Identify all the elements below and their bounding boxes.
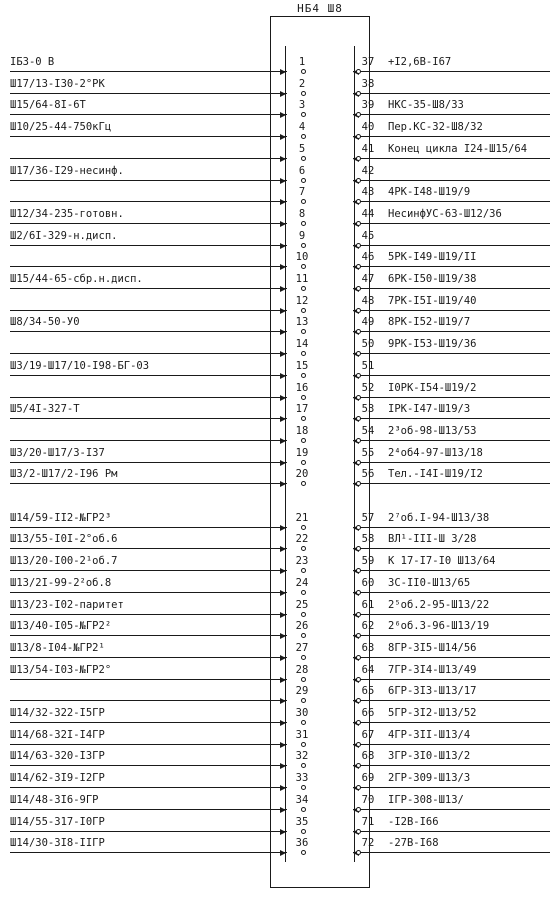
wire-line	[353, 223, 550, 224]
right-pin-row	[0, 399, 554, 419]
right-pin-row	[0, 790, 554, 810]
pin-number: 13	[295, 316, 309, 329]
pin-number: 49	[361, 316, 375, 329]
signal-label: Ш2/6I-329-н.дисп.	[10, 229, 118, 242]
signal-label: Ш3/2-Ш17/2-I96 Рм	[10, 468, 118, 481]
right-pin-row	[0, 291, 554, 311]
right-pin-row	[0, 486, 554, 506]
wire-line	[353, 679, 550, 680]
right-pin-row	[0, 833, 554, 853]
right-pin-row	[0, 725, 554, 745]
wire-line	[353, 266, 550, 267]
signal-label: Ш15/64-8I-6Т	[10, 99, 86, 112]
pin-number: 62	[361, 620, 375, 633]
right-pin-row	[0, 551, 554, 571]
pin-number: 27	[295, 641, 309, 654]
signal-label: Ш13/23-I02-паритет	[10, 598, 124, 611]
signal-label: Ш17/36-I29-несинф.	[10, 164, 124, 177]
pin-number: 33	[295, 772, 309, 785]
signal-label: Ш3/19-Ш17/10-I98-БГ-03	[10, 359, 150, 372]
signal-label: НесинфУС-63-Ш12/36	[388, 207, 502, 220]
wire-line	[353, 375, 550, 376]
signal-label: Ш14/63-320-I3ГР	[10, 750, 105, 763]
signal-label: 7РК-I5I-Ш19/40	[388, 294, 477, 307]
right-pin-row	[0, 356, 554, 376]
right-pin-row	[0, 595, 554, 615]
pin-number: 6	[298, 164, 306, 177]
wire-line	[353, 288, 550, 289]
pin-number: 55	[361, 446, 375, 459]
pin-number: 56	[361, 468, 375, 481]
right-pin-row	[0, 334, 554, 354]
pin-number: 60	[361, 576, 375, 589]
pin-number: 44	[361, 207, 375, 220]
pin-number: 25	[295, 598, 309, 611]
pin-number: 67	[361, 728, 375, 741]
pin-number: 5	[298, 142, 306, 155]
pin-number: 34	[295, 793, 309, 806]
signal-label: Ш14/32-322-I5ГР	[10, 707, 105, 719]
pin-number: 65	[361, 685, 375, 698]
pin-number: 45	[361, 229, 375, 242]
right-pin-row	[0, 421, 554, 441]
pin-number: 30	[295, 707, 309, 719]
wire-line	[353, 71, 550, 72]
signal-label: Ш15/44-65-сбр.н.дисп.	[10, 273, 143, 285]
signal-label: 8ГР-3I5-Ш14/56	[388, 641, 477, 654]
right-pin-row	[0, 182, 554, 202]
pin-number: 9	[298, 229, 306, 242]
pin-number: 37	[361, 56, 375, 68]
pin-number: 20	[295, 468, 309, 481]
pin-number: 57	[361, 511, 375, 524]
pin-number: 53	[361, 403, 375, 416]
right-pin-row	[0, 74, 554, 94]
wire-line	[353, 700, 550, 701]
right-pin-row	[0, 573, 554, 593]
wire-line	[353, 397, 550, 398]
signal-label: Ш13/54-I03-№ГР2°	[10, 663, 112, 676]
pin-number: 14	[295, 338, 309, 351]
wire-line	[353, 114, 550, 115]
pin-number: 26	[295, 620, 309, 633]
pin-number: 43	[361, 186, 375, 199]
signal-label: -27В-I68	[388, 837, 439, 850]
signal-label: +I2,6В-I67	[388, 56, 452, 68]
pin-number: 32	[295, 750, 309, 763]
pin-number: 16	[295, 381, 309, 394]
wire-line	[353, 548, 550, 549]
signal-label: Ш14/59-II2-№ГР2³	[10, 511, 112, 524]
wire-line	[353, 722, 550, 723]
pin-number: 70	[361, 793, 375, 806]
pin-number: 66	[361, 707, 375, 719]
signal-label: Ш14/62-3I9-I2ГР	[10, 772, 105, 785]
signal-label: 2⁴об4-97-Ш13/18	[388, 446, 483, 459]
wire-line	[353, 635, 550, 636]
pin-number: 50	[361, 338, 375, 351]
right-pin-row	[0, 768, 554, 788]
right-pin-row	[0, 312, 554, 332]
signal-label: 3ГР-3I0-Ш13/2	[388, 750, 471, 763]
right-pin-row	[0, 52, 554, 72]
pin-number: 39	[361, 99, 375, 112]
signal-label: Ш14/55-317-I0ГР	[10, 815, 105, 828]
wire-line	[353, 462, 550, 463]
pin-number: 35	[295, 815, 309, 828]
right-pin-row	[0, 660, 554, 680]
signal-label: 9РК-I53-Ш19/36	[388, 338, 477, 351]
pin-number: 28	[295, 663, 309, 676]
signal-label: IГР-308-Ш13/	[388, 793, 464, 806]
wire-line	[353, 353, 550, 354]
pin-number: 69	[361, 772, 375, 785]
signal-label: Ш13/20-I00-2¹об.7	[10, 555, 118, 568]
pin-number: 64	[361, 663, 375, 676]
pin-number: 24	[295, 576, 309, 589]
wire-line	[353, 657, 550, 658]
wire-line	[353, 180, 550, 181]
signal-label: НКС-35-Ш8/33	[388, 99, 464, 112]
pin-number: 11	[295, 273, 309, 285]
signal-label: 6ГР-3I3-Ш13/17	[388, 685, 477, 698]
signal-label: ВЛ¹-III-Ш 3/28	[388, 533, 477, 546]
signal-label: IБ3-0 В	[10, 56, 55, 68]
wire-line	[353, 852, 550, 853]
pin-number: 47	[361, 273, 375, 285]
wire-line	[353, 809, 550, 810]
pin-number: 63	[361, 641, 375, 654]
signal-label: Тел.-I4I-Ш19/I2	[388, 468, 483, 481]
right-pin-row	[0, 638, 554, 658]
pin-number: 58	[361, 533, 375, 546]
signal-label: Ш13/8-I04-№ГР2¹	[10, 641, 105, 654]
right-pin-row	[0, 443, 554, 463]
pin-number: 10	[295, 251, 309, 264]
wire-line	[353, 744, 550, 745]
right-pin-row	[0, 117, 554, 137]
pin-number: 48	[361, 294, 375, 307]
signal-label: 5ГР-3I2-Ш13/52	[388, 707, 477, 719]
right-pin-row	[0, 378, 554, 398]
pin-number: 40	[361, 121, 375, 134]
signal-label: Пер.КС-32-Ш8/32	[388, 121, 483, 134]
pin-number: 36	[295, 837, 309, 850]
signal-label: Ш12/34-235-готовн.	[10, 207, 124, 220]
signal-label: 8РК-I52-Ш19/7	[388, 316, 471, 329]
right-pin-row	[0, 681, 554, 701]
pin-number: 18	[295, 424, 309, 437]
signal-label: Ш13/2I-99-2²об.8	[10, 576, 112, 589]
right-pin-row	[0, 616, 554, 636]
wire-line	[353, 787, 550, 788]
pin-number: 42	[361, 164, 375, 177]
pin-number: 31	[295, 728, 309, 741]
pin-number: 68	[361, 750, 375, 763]
pin-number: 29	[295, 685, 309, 698]
pin-number: 1	[298, 56, 306, 68]
wire-line	[353, 440, 550, 441]
pin-number: 23	[295, 555, 309, 568]
right-pin-row	[0, 812, 554, 832]
wire-line	[353, 483, 550, 484]
signal-label: Ш14/48-3I6-9ГР	[10, 793, 99, 806]
pin-number: 3	[298, 99, 306, 112]
signal-label: Ш10/25-44-750кГц	[10, 121, 112, 134]
right-pin-row	[0, 161, 554, 181]
pin-number: 59	[361, 555, 375, 568]
right-pin-row	[0, 269, 554, 289]
connector-title: НБ4 Ш8	[297, 2, 343, 15]
signal-label: 4РК-I48-Ш19/9	[388, 186, 471, 199]
pin-number: 46	[361, 251, 375, 264]
signal-label: 2³об-98-Ш13/53	[388, 424, 477, 437]
pin-number: 21	[295, 511, 309, 524]
pin-number: 7	[298, 186, 306, 199]
signal-label: Ш14/68-32I-I4ГР	[10, 728, 105, 741]
wire-line	[353, 136, 550, 137]
wire-line	[353, 765, 550, 766]
pin-number: 17	[295, 403, 309, 416]
right-pin-row	[0, 529, 554, 549]
right-pin-row	[0, 204, 554, 224]
right-pin-row	[0, 247, 554, 267]
wire-line	[353, 418, 550, 419]
pin-number: 52	[361, 381, 375, 394]
signal-label: К 17-I7-I0 Ш13/64	[388, 555, 496, 568]
wire-line	[353, 831, 550, 832]
right-pin-row	[0, 703, 554, 723]
pin-number: 12	[295, 294, 309, 307]
pin-number: 72	[361, 837, 375, 850]
wire-line	[353, 245, 550, 246]
pin-number: 2	[298, 77, 306, 90]
signal-label: -I2В-I66	[388, 815, 439, 828]
right-pin-row	[0, 746, 554, 766]
signal-label: Конец цикла I24-Ш15/64	[388, 142, 528, 155]
pin-number: 51	[361, 359, 375, 372]
wire-line	[353, 527, 550, 528]
signal-label: Ш13/55-I0I-2°об.6	[10, 533, 118, 546]
signal-label: Ш3/20-Ш17/3-I37	[10, 446, 105, 459]
right-pin-row	[0, 95, 554, 115]
pin-number: 22	[295, 533, 309, 546]
signal-label: 3С-II0-Ш13/65	[388, 576, 471, 589]
pin-number: 38	[361, 77, 375, 90]
signal-label: IРК-I47-Ш19/3	[388, 403, 471, 416]
signal-label: 2⁷об.I-94-Ш13/38	[388, 511, 490, 524]
signal-label: 2⁶об.3-96-Ш13/19	[388, 620, 490, 633]
pin-number: 4	[298, 121, 306, 134]
signal-label: 4ГР-3II-Ш13/4	[388, 728, 471, 741]
wire-line	[353, 201, 550, 202]
signal-label: 2⁵об.2-95-Ш13/22	[388, 598, 490, 611]
wire-line	[353, 570, 550, 571]
signal-label: Ш14/30-3I8-IIГР	[10, 837, 105, 850]
wire-line	[353, 310, 550, 311]
pin-number: 54	[361, 424, 375, 437]
pin-number: 61	[361, 598, 375, 611]
signal-label: 7ГР-3I4-Ш13/49	[388, 663, 477, 676]
pin-number: 8	[298, 207, 306, 220]
signal-label: Ш8/34-50-У0	[10, 316, 80, 329]
signal-label: Ш13/40-I05-№ГР2²	[10, 620, 112, 633]
pin-number: 71	[361, 815, 375, 828]
wire-line	[353, 93, 550, 94]
pin-number: 19	[295, 446, 309, 459]
right-pin-row	[0, 226, 554, 246]
signal-label: 2ГР-309-Ш13/3	[388, 772, 471, 785]
pin-number: 41	[361, 142, 375, 155]
wire-line	[353, 592, 550, 593]
signal-label: 5РК-I49-Ш19/II	[388, 251, 477, 264]
signal-label: 6РК-I50-Ш19/38	[388, 273, 477, 285]
wire-line	[353, 614, 550, 615]
wire-line	[353, 158, 550, 159]
wire-line	[353, 331, 550, 332]
right-pin-row	[0, 464, 554, 484]
signal-label: Ш17/13-I30-2°РК	[10, 77, 105, 90]
signal-label: Ш5/4I-327-Т	[10, 403, 80, 416]
right-pin-row	[0, 508, 554, 528]
pin-number: 15	[295, 359, 309, 372]
signal-label: I0РК-I54-Ш19/2	[388, 381, 477, 394]
right-pin-row	[0, 139, 554, 159]
